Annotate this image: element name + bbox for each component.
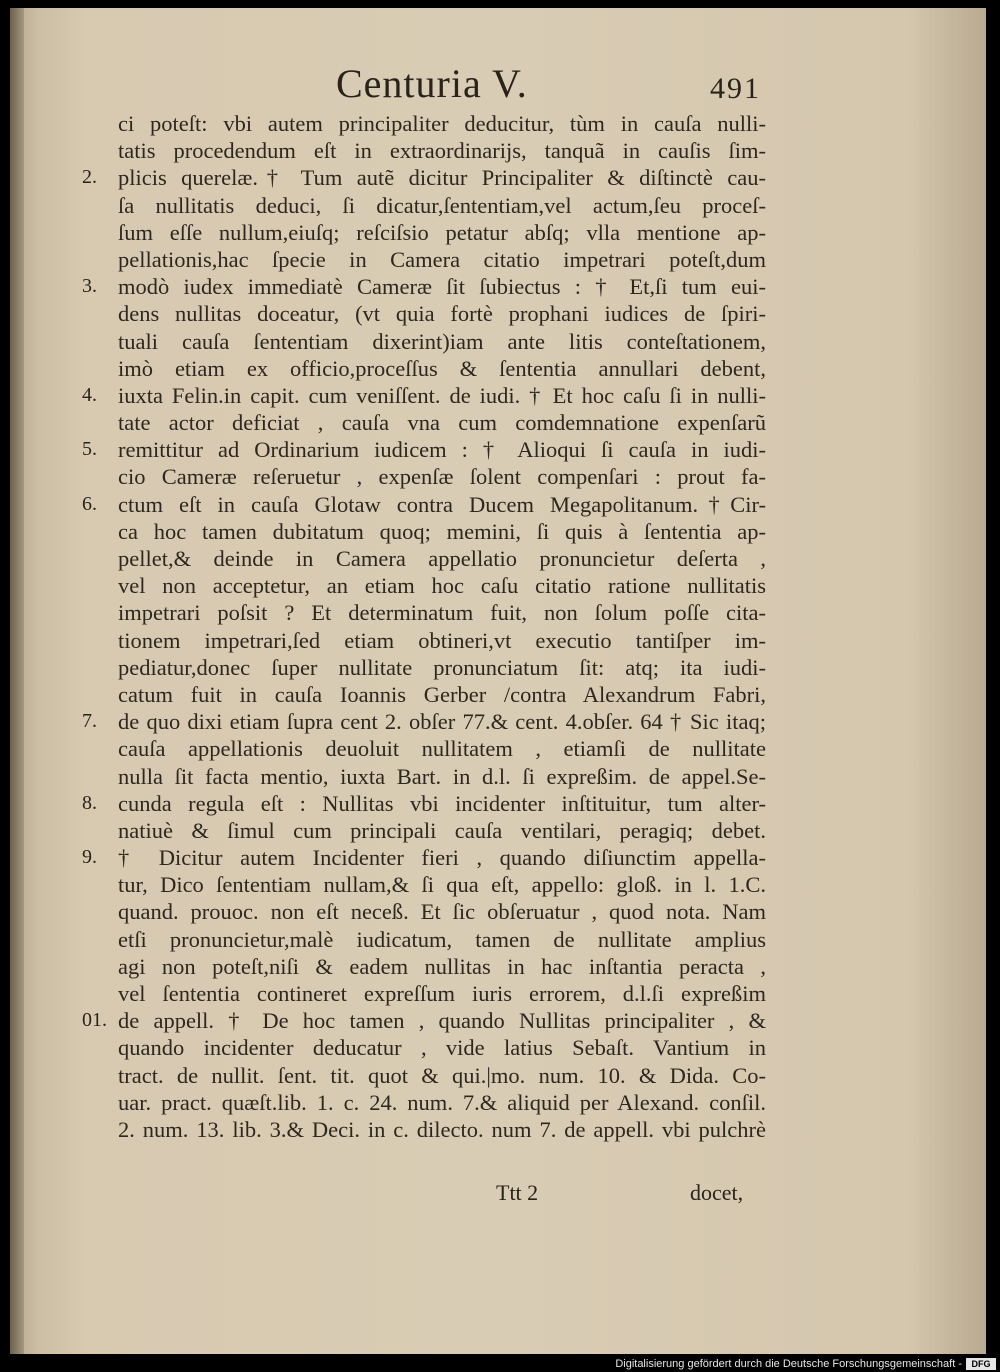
line-text: iuxta Felin.in capit. cum veniſſent. de iudi. † Et hoc caſu ſi in nulli- bbox=[118, 382, 766, 408]
page-footer bbox=[10, 1180, 986, 1210]
text-line bbox=[10, 681, 986, 708]
margin-number: 9. bbox=[82, 846, 97, 869]
text-line bbox=[10, 491, 986, 518]
line-text: quando incidenter deducatur , vide latius Sebaſt. Vantium in bbox=[118, 1035, 766, 1061]
line-text: tate actor deficiat , cauſa vna cum comdemnatione expenſarũ bbox=[118, 410, 766, 436]
line-text: tur, Dico ſententiam nullam,& ſi qua eſt, appello: gloß. in l. 1.C. bbox=[118, 872, 766, 898]
text-line bbox=[10, 980, 986, 1007]
text-line bbox=[10, 763, 986, 790]
signature-mark: Ttt 2 bbox=[496, 1180, 539, 1205]
line-text: cio Cameræ reſeruetur , expenſæ ſolent compenſari : prout fa- bbox=[118, 464, 766, 490]
margin-number: 5. bbox=[82, 438, 97, 461]
line-text: ci poteſt: vbi autem principaliter deducitur, tùm in cauſa nulli- bbox=[118, 111, 766, 136]
text-line bbox=[10, 1089, 986, 1116]
text-line bbox=[10, 926, 986, 953]
line-text: uar. pract. quæſt.lib. 1. c. 24. num. 7.& aliquid per Alexand. conſil. bbox=[118, 1089, 766, 1115]
text-line bbox=[10, 219, 986, 246]
line-text: agi non poteſt,niſi & eadem nullitas in hac inſtantia peracta , bbox=[118, 953, 766, 979]
text-line bbox=[10, 790, 986, 817]
line-text: catum fuit in cauſa Ioannis Gerber /contra Alexandrum Fabri, bbox=[118, 681, 766, 707]
line-text: remittitur ad Ordinarium iudicem : † Alioqui ſi cauſa in iudi- bbox=[118, 437, 766, 463]
text-line bbox=[10, 382, 986, 409]
text-line bbox=[10, 110, 986, 137]
line-text: pellet,& deinde in Camera appellatio pronuncietur deſerta , bbox=[118, 546, 766, 571]
text-line bbox=[10, 1034, 986, 1061]
text-line bbox=[10, 599, 986, 626]
text-line bbox=[10, 654, 986, 681]
line-text: tatis procedendum eſt in extraordinarijs, tanquã in cauſis ſim- bbox=[118, 138, 766, 164]
text-line bbox=[10, 1116, 986, 1143]
body-text bbox=[10, 110, 986, 1143]
text-line bbox=[10, 545, 986, 572]
text-line bbox=[10, 817, 986, 844]
text-line bbox=[10, 409, 986, 436]
text-line bbox=[10, 355, 986, 382]
dfg-logo-icon: DFG bbox=[966, 1358, 996, 1370]
text-line bbox=[10, 627, 986, 654]
text-line bbox=[10, 1062, 986, 1089]
page-number: 491 bbox=[710, 72, 761, 105]
line-text: † Dicitur autem Incidenter fieri , quando diſiunctim appella- bbox=[118, 845, 766, 871]
margin-number: 01. bbox=[82, 1009, 107, 1032]
margin-number: 3. bbox=[82, 275, 97, 298]
line-text: quand. prouoc. non eſt neceß. Et ſic obſeruatur , quod nota. Nam bbox=[118, 899, 766, 925]
margin-number: 7. bbox=[82, 710, 97, 733]
text-line bbox=[10, 192, 986, 219]
line-text: tuali cauſa ſententiam dixerint)iam ante litis conteſtationem, bbox=[118, 328, 766, 354]
line-text: pellationis,hac ſpecie in Camera citatio impetrari poteſt,dum bbox=[118, 246, 766, 272]
margin-number: 6. bbox=[82, 492, 97, 515]
line-text: plicis querelæ.† Tum autẽ dicitur Principaliter & diſtinctè cau- bbox=[118, 165, 766, 191]
line-text: cunda regula eſt : Nullitas vbi incidenter inſtituitur, tum alter- bbox=[118, 790, 766, 816]
text-line bbox=[10, 300, 986, 327]
text-line bbox=[10, 871, 986, 898]
running-head: Centuria V. bbox=[336, 61, 528, 106]
text-line bbox=[10, 735, 986, 762]
book-page bbox=[10, 8, 986, 1354]
margin-number: 2. bbox=[82, 166, 97, 189]
margin-number: 8. bbox=[82, 791, 97, 814]
line-text: vel ſententia contineret expreſſum iuris errorem, d.l.ſi expreßim bbox=[118, 981, 766, 1006]
catchword: docet, bbox=[690, 1180, 744, 1205]
line-text: tract. de nullit. ſent. tit. quot & qui.|mo. num. 10. & Dida. Co- bbox=[118, 1062, 766, 1088]
text-line bbox=[10, 844, 986, 871]
text-line bbox=[10, 463, 986, 490]
text-line bbox=[10, 898, 986, 925]
line-text: nulla ſit facta mentio, iuxta Bart. in d.l. ſi expreßim. de appel.Se- bbox=[118, 763, 766, 789]
digitization-credit-bar bbox=[0, 1356, 1000, 1372]
text-line bbox=[10, 1007, 986, 1034]
line-text: etſi pronuncietur,malè iudicatum, tamen de nullitate amplius bbox=[118, 926, 766, 952]
margin-number: 4. bbox=[82, 383, 97, 406]
line-text: pediatur,donec ſuper nullitate pronunciatum ſit: atq; ita iudi- bbox=[118, 654, 766, 680]
text-line bbox=[10, 328, 986, 355]
line-text: cauſa appellationis deuoluit nullitatem , etiamſi de nullitate bbox=[118, 736, 766, 762]
text-line bbox=[10, 518, 986, 545]
text-line bbox=[10, 137, 986, 164]
text-line bbox=[10, 273, 986, 300]
text-line bbox=[10, 436, 986, 463]
credit-text: Digitalisierung gefördert durch die Deutsche Forschungsgemeinschaft - bbox=[615, 1358, 962, 1370]
text-line bbox=[10, 164, 986, 191]
line-text: ſa nullitatis deduci, ſi dicatur,ſententiam,vel actum,ſeu proceſ- bbox=[118, 192, 766, 218]
line-text: natiuè & ſimul cum principali cauſa ventilari, peragiq; debet. bbox=[118, 817, 766, 843]
text-line bbox=[10, 708, 986, 735]
line-text: modò iudex immediatè Cameræ ſit ſubiectus : † Et,ſi tum eui- bbox=[118, 274, 766, 300]
line-text: tionem impetrari,ſed etiam obtineri,vt executio tantiſper im- bbox=[118, 627, 766, 653]
line-text: ca hoc tamen dubitatum quoq; memini, ſi quis à ſententia ap- bbox=[118, 518, 766, 544]
line-text: ctum eſt in cauſa Glotaw contra Ducem Megapolitanum.†Cir- bbox=[118, 491, 766, 517]
text-line bbox=[10, 572, 986, 599]
line-text: impetrari poſsit ? Et determinatum fuit, non ſolum poſſe cita- bbox=[118, 600, 766, 626]
page-header bbox=[10, 58, 986, 108]
text-line bbox=[10, 953, 986, 980]
line-text: 2. num. 13. lib. 3.& Deci. in c. dilecto. num 7. de appell. vbi pulchrè bbox=[118, 1116, 766, 1142]
line-text: de quo dixi etiam ſupra cent 2. obſer 77.& cent. 4.obſer. 64 † Sic itaq; bbox=[118, 709, 766, 735]
line-text: dens nullitas doceatur, (vt quia fortè prophani iudices de ſpiri- bbox=[118, 301, 766, 327]
line-text: ſum eſſe nullum,eiuſq; reſciſsio petatur abſq; vlla mentione ap- bbox=[118, 219, 766, 245]
line-text: imò etiam ex officio,proceſſus & ſententia annullari debent, bbox=[118, 355, 766, 381]
line-text: vel non acceptetur, an etiam hoc caſu citatio ratione nullitatis bbox=[118, 573, 766, 599]
line-text: de appell. † De hoc tamen , quando Nullitas principaliter , & bbox=[118, 1008, 766, 1034]
text-line bbox=[10, 246, 986, 273]
